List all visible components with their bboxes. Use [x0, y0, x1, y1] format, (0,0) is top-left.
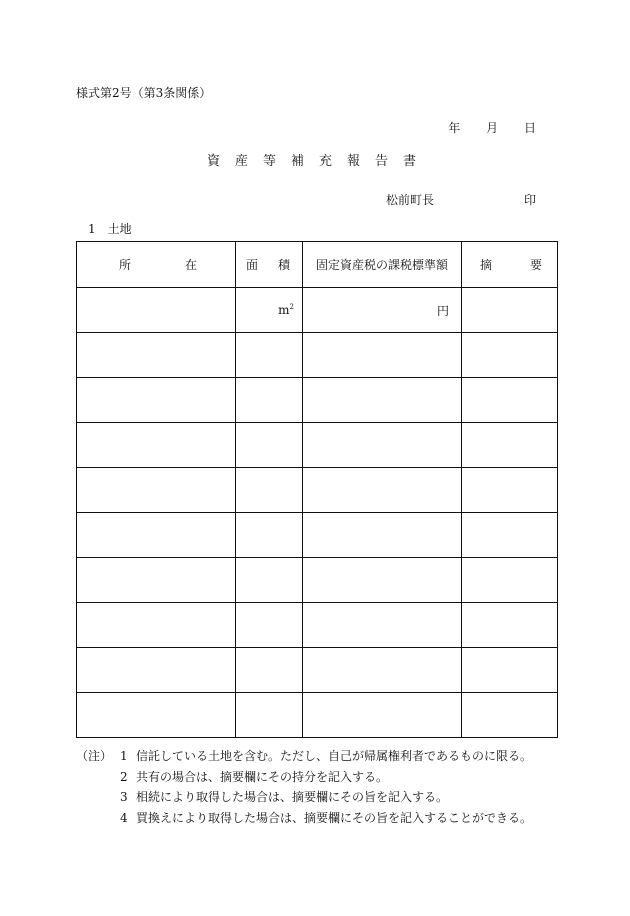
cell-location[interactable]: [77, 468, 236, 513]
cell-area[interactable]: [236, 693, 303, 738]
cell-remarks[interactable]: [462, 648, 558, 693]
cell-tax-value[interactable]: [303, 288, 462, 333]
seal-mark: 印: [523, 193, 536, 207]
note-number: 3: [120, 790, 128, 804]
note-number: 2: [120, 769, 128, 784]
area-unit: m: [278, 303, 290, 317]
date-year-label: 年: [448, 121, 461, 135]
cell-remarks[interactable]: [462, 288, 558, 333]
cell-area[interactable]: [236, 558, 303, 603]
yen-unit: 円: [436, 303, 449, 318]
cell-area[interactable]: [236, 288, 303, 333]
table-row: [77, 468, 558, 513]
header-area-char-2: 積: [277, 258, 290, 272]
date-month-label: 月: [486, 121, 499, 135]
note-text: 共有の場合は、摘要欄にその持分を記入する。: [136, 769, 389, 784]
cell-tax-value[interactable]: [303, 333, 462, 378]
header-location-char-1: 所: [119, 258, 132, 272]
cell-tax-value[interactable]: [303, 378, 462, 423]
cell-location[interactable]: [77, 693, 236, 738]
cell-remarks[interactable]: [462, 558, 558, 603]
cell-remarks[interactable]: [462, 693, 558, 738]
land-table: [76, 241, 558, 738]
note-indent: [76, 808, 120, 829]
notes-prefix: （注）: [76, 749, 113, 763]
section-number: 1: [88, 222, 96, 236]
table-row: [77, 558, 558, 603]
note-item: [76, 746, 532, 767]
header-remarks-char-1: 摘: [480, 258, 493, 272]
cell-location[interactable]: [77, 558, 236, 603]
table-header-row: [77, 242, 558, 288]
header-area: [236, 242, 303, 288]
cell-location[interactable]: [77, 513, 236, 558]
header-tax-value: 固定資産税の課税標準額: [303, 242, 462, 288]
cell-tax-value[interactable]: [303, 513, 462, 558]
cell-remarks[interactable]: [462, 603, 558, 648]
cell-tax-value[interactable]: [303, 468, 462, 513]
header-area-char-1: 面: [246, 258, 259, 272]
table-row: [77, 288, 558, 333]
table-row: [77, 648, 558, 693]
table-row: [77, 603, 558, 648]
cell-area[interactable]: [236, 378, 303, 423]
cell-area[interactable]: [236, 513, 303, 558]
table-row: [77, 423, 558, 468]
header-remarks-char-2: 要: [529, 258, 542, 272]
cell-tax-value[interactable]: [303, 693, 462, 738]
header-location-char-2: 在: [184, 258, 197, 272]
header-remarks: [462, 242, 558, 288]
table-row: [77, 378, 558, 423]
table-row: [77, 513, 558, 558]
cell-location[interactable]: [77, 378, 236, 423]
cell-tax-value[interactable]: [303, 558, 462, 603]
note-indent: [76, 787, 120, 808]
cell-remarks[interactable]: [462, 333, 558, 378]
cell-location[interactable]: [77, 423, 236, 468]
cell-remarks[interactable]: [462, 378, 558, 423]
cell-area[interactable]: [236, 423, 303, 468]
note-indent: [76, 767, 120, 788]
note-text: 信託している土地を含む。ただし、自己が帰属権利者であるものに限る。: [136, 749, 533, 763]
note-text: 買換えにより取得した場合は、摘要欄にその旨を記入することができる。: [136, 810, 533, 825]
cell-tax-value[interactable]: [303, 648, 462, 693]
form-number: 様式第2号（第3条関係）: [76, 86, 212, 100]
cell-location[interactable]: [77, 333, 236, 378]
header-location: [77, 242, 236, 288]
date-day-label: 日: [523, 121, 536, 135]
area-unit-superscript: 2: [289, 303, 294, 311]
recipient: 松前町長: [386, 193, 435, 207]
cell-remarks[interactable]: [462, 468, 558, 513]
note-number: 4: [120, 810, 128, 825]
cell-remarks[interactable]: [462, 513, 558, 558]
section-label: 土地: [107, 222, 132, 236]
table-row: [77, 333, 558, 378]
cell-tax-value[interactable]: [303, 423, 462, 468]
cell-location[interactable]: [77, 648, 236, 693]
cell-area[interactable]: [236, 333, 303, 378]
cell-area[interactable]: [236, 648, 303, 693]
section-heading: [88, 220, 132, 237]
table-row: [77, 693, 558, 738]
date-line: [448, 119, 536, 136]
note-item: [76, 787, 532, 808]
cell-location[interactable]: [77, 288, 236, 333]
cell-location[interactable]: [77, 603, 236, 648]
document-title: 資産等補充報告書: [206, 154, 431, 169]
cell-remarks[interactable]: [462, 423, 558, 468]
note-text: 相続により取得した場合は、摘要欄にその旨を記入する。: [136, 790, 449, 804]
cell-tax-value[interactable]: [303, 603, 462, 648]
note-number: 1: [120, 749, 128, 763]
cell-area[interactable]: [236, 468, 303, 513]
note-item: [76, 767, 532, 788]
notes: [76, 746, 532, 828]
cell-area[interactable]: [236, 603, 303, 648]
note-item: [76, 808, 532, 829]
